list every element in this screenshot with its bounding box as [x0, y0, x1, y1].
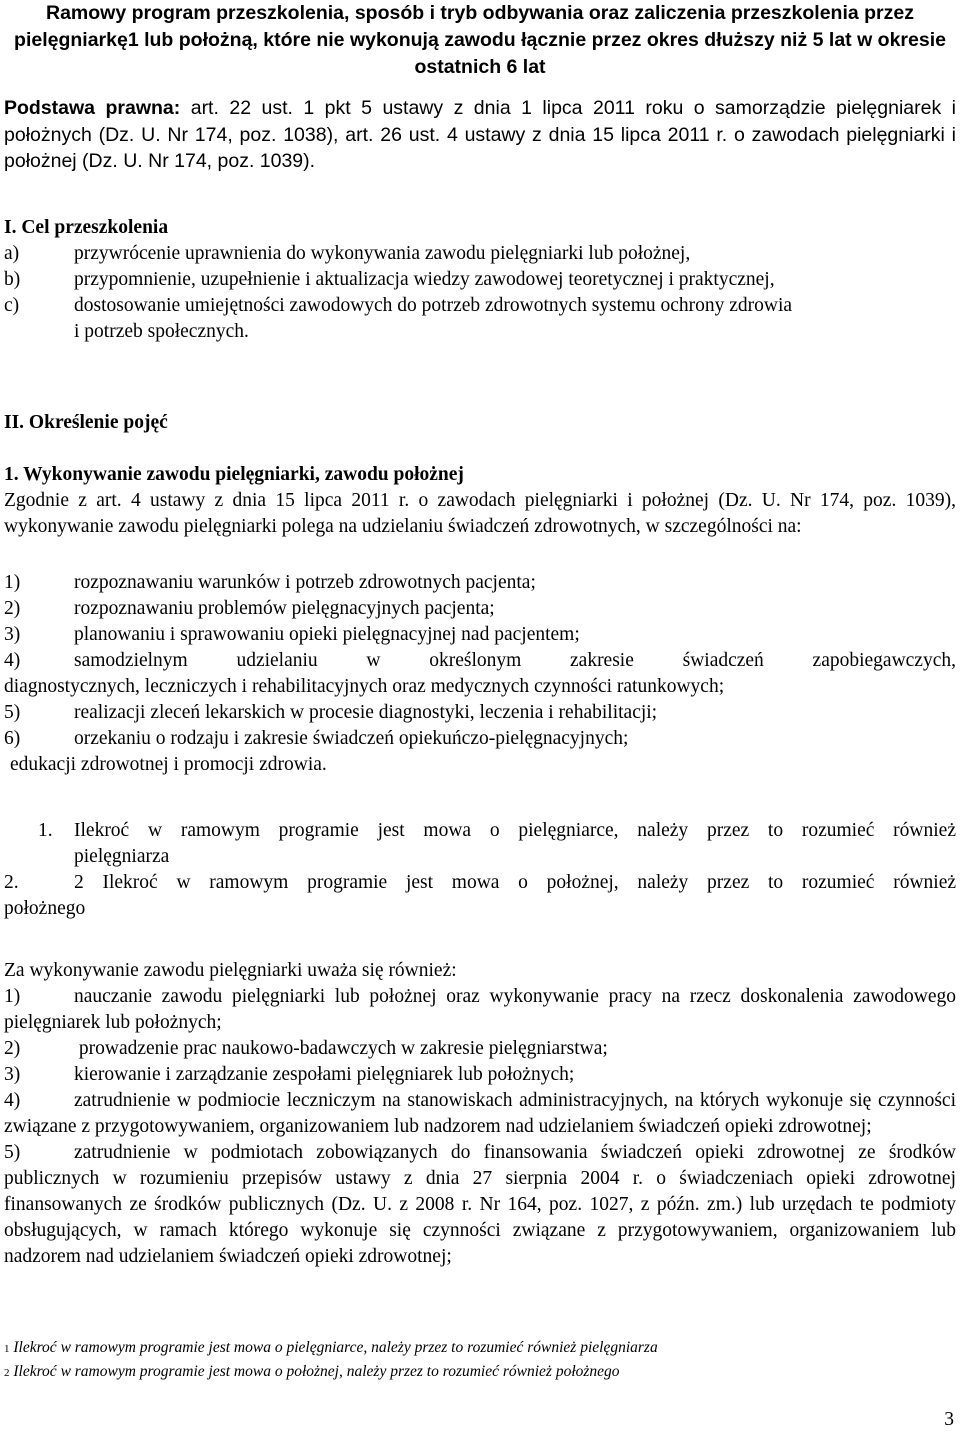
document-title: [0, 0, 960, 81]
note-item: [4, 818, 956, 844]
list-item: [4, 622, 956, 648]
list-text: i potrzeb społecznych.: [74, 321, 249, 342]
subsection-heading: 1. Wykonywanie zawodu pielęgniarki, zawodu położnej: [4, 464, 464, 485]
list-text: przypomnienie, uzupełnienie i aktualizacja wiedzy zawodowej teoretycznej i praktycznej,: [74, 269, 775, 290]
list-item: [4, 700, 956, 726]
page-number: 3: [944, 1409, 954, 1430]
also-intro: Za wykonywanie zawodu pielęgniarki uważa się również:: [4, 960, 457, 981]
list-marker: 4): [4, 650, 21, 671]
list-marker: 2): [4, 1038, 21, 1059]
list-marker: 1): [4, 572, 21, 593]
list-text: diagnostycznych, leczniczych i rehabilitacyjnych oraz medycznych czynności ratunkowych;: [4, 676, 725, 697]
list-item: [4, 984, 956, 1036]
also-list: [4, 984, 956, 1270]
list-marker: 5): [4, 1142, 21, 1163]
list-marker: 3): [4, 1064, 21, 1085]
note-text: Ilekroć w ramowym programie jest mowa o pielęgniarce, należy przez to rozumieć również: [74, 820, 956, 841]
note-item: [4, 870, 956, 896]
footnote-number: 1: [4, 1343, 10, 1355]
list-text: rozpoznawaniu warunków i potrzeb zdrowotnych pacjenta;: [74, 572, 536, 593]
list-marker: 1): [4, 986, 21, 1007]
list-item: [4, 596, 956, 622]
footnote-text: Ilekroć w ramowym programie jest mowa o położnej, należy przez to rozumieć również położnego: [13, 1363, 620, 1380]
list-text: orzekaniu o rodzaju i zakresie świadczeń opiekuńczo-pielęgnacyjnych;: [74, 728, 629, 749]
legal-basis-label: Podstawa prawna:: [4, 97, 181, 119]
list-item-continuation: [4, 319, 956, 345]
list-text: rozpoznawaniu problemów pielęgnacyjnych pacjenta;: [74, 598, 495, 619]
list-marker: a): [4, 243, 20, 264]
footnote-number: 2: [4, 1367, 10, 1379]
list-item: [4, 570, 956, 596]
list-item: [4, 267, 956, 293]
note-continuation: [4, 896, 956, 922]
list-text: planowaniu i sprawowaniu opieki pielęgnacyjnej nad pacjentem;: [74, 624, 580, 645]
list-item: [4, 1088, 956, 1140]
list-text: samodzielnym udzielaniu w określonym zakresie świadczeń zapobiegawczych,: [74, 650, 956, 671]
note-text: położnego: [4, 898, 86, 919]
list-item: [4, 1062, 956, 1088]
title-text: Ramowy program przeszkolenia, sposób i tryb odbywania oraz zaliczenia przeszkolenia przez pielęgniarkę1 lub położną, które nie wykonują zawodu łącznie przez okres dłuższy niż 5 lat w okresie ostatnich 6 lat: [14, 2, 946, 78]
footnote: [4, 1338, 658, 1359]
list-marker: c): [4, 295, 20, 316]
list-tail: [4, 752, 956, 778]
definition-intro: Zgodnie z art. 4 ustawy z dnia 15 lipca 2011 r. o zawodach pielęgniarki i położnej (Dz. U. Nr 174, poz. 1039), wykonywanie zawodu pielęgniarki polega na udzielaniu świadczeń zdrowotnych, w szczególności na:: [4, 490, 956, 537]
list-text: nauczanie zawodu pielęgniarki lub położnej oraz wykonywanie pracy na rzecz doskonalenia zawodowego pielęgniarek lub położnych;: [4, 986, 956, 1033]
note-text: pielęgniarza: [74, 846, 170, 867]
list-marker: 3): [4, 624, 21, 645]
legal-basis: [4, 95, 956, 175]
list-text: kierowanie i zarządzanie zespołami pielęgniarek lub położnych;: [74, 1064, 575, 1085]
list-item: [4, 1140, 956, 1270]
list-item: [4, 241, 956, 267]
list-text: zatrudnienie w podmiocie leczniczym na stanowiskach administracyjnych, na których wykonuje się czynności związane z przygotowywaniem, organizowaniem lub nadzorem nad udzielaniem świadczeń opieki zdrowotnej;: [4, 1090, 956, 1137]
list-text: przywrócenie uprawnienia do wykonywania zawodu pielęgniarki lub położnej,: [74, 243, 691, 264]
list-text: edukacji zdrowotnej i promocji zdrowia.: [10, 754, 327, 775]
list-text: prowadzenie prac naukowo-badawczych w zakresie pielęgniarstwa;: [74, 1038, 608, 1059]
list-item-continuation: [4, 674, 956, 700]
list-text: zatrudnienie w podmiotach zobowiązanych do finansowania świadczeń opieki zdrowotnej ze środków publicznych w rozumieniu przepisów ustawy z dnia 27 sierpnia 2004 r. o świadczeniach opieki zdrowotnej finansowanych ze środków publicznych (Dz. U. z 2008 r. Nr 164, poz. 1027, z późn. zm.) lub urzędach te podmioty obsługujących, w ramach którego wykonuje się czynności związane z przygotowywaniem, organizowaniem lub nadzorem nad udzielaniem świadczeń opieki zdrowotnej;: [4, 1142, 956, 1267]
list-marker: 5): [4, 702, 21, 723]
notes-list: [4, 818, 956, 922]
list-item: [4, 1036, 956, 1062]
note-marker: 2.: [4, 872, 19, 893]
legal-basis-text: art. 22 ust. 1 pkt 5 ustawy z dnia 1 lipca 2011 roku o samorządzie pielęgniarek i położnych (Dz. U. Nr 174, poz. 1038), art. 26 ust. 4 ustawy z dnia 15 lipca 2011 r. o zawodach pielęgniarki i położnej (Dz. U. Nr 174, poz. 1039).: [4, 97, 956, 172]
list-marker: 6): [4, 728, 21, 749]
section-definitions-heading: II. Określenie pojęć: [4, 412, 168, 433]
note-continuation: [4, 844, 956, 870]
footnote: [4, 1362, 620, 1383]
list-item: [4, 293, 956, 319]
section-goal: [4, 215, 956, 345]
list-text: dostosowanie umiejętności zawodowych do potrzeb zdrowotnych systemu ochrony zdrowia: [74, 295, 793, 316]
list-item: [4, 726, 956, 752]
duties-list: [4, 570, 956, 778]
list-marker: 4): [4, 1090, 21, 1111]
footnote-text: Ilekroć w ramowym programie jest mowa o pielęgniarce, należy przez to rozumieć również pielęgniarza: [13, 1339, 658, 1356]
note-marker: 1.: [38, 820, 53, 841]
note-text: 2 Ilekroć w ramowym programie jest mowa o położnej, należy przez to rozumieć również: [74, 872, 956, 893]
list-marker: 2): [4, 598, 21, 619]
list-item: [4, 648, 956, 674]
list-marker: b): [4, 269, 21, 290]
list-text: realizacji zleceń lekarskich w procesie diagnostyki, leczenia i rehabilitacji;: [74, 702, 658, 723]
section-goal-heading: I. Cel przeszkolenia: [4, 217, 169, 238]
